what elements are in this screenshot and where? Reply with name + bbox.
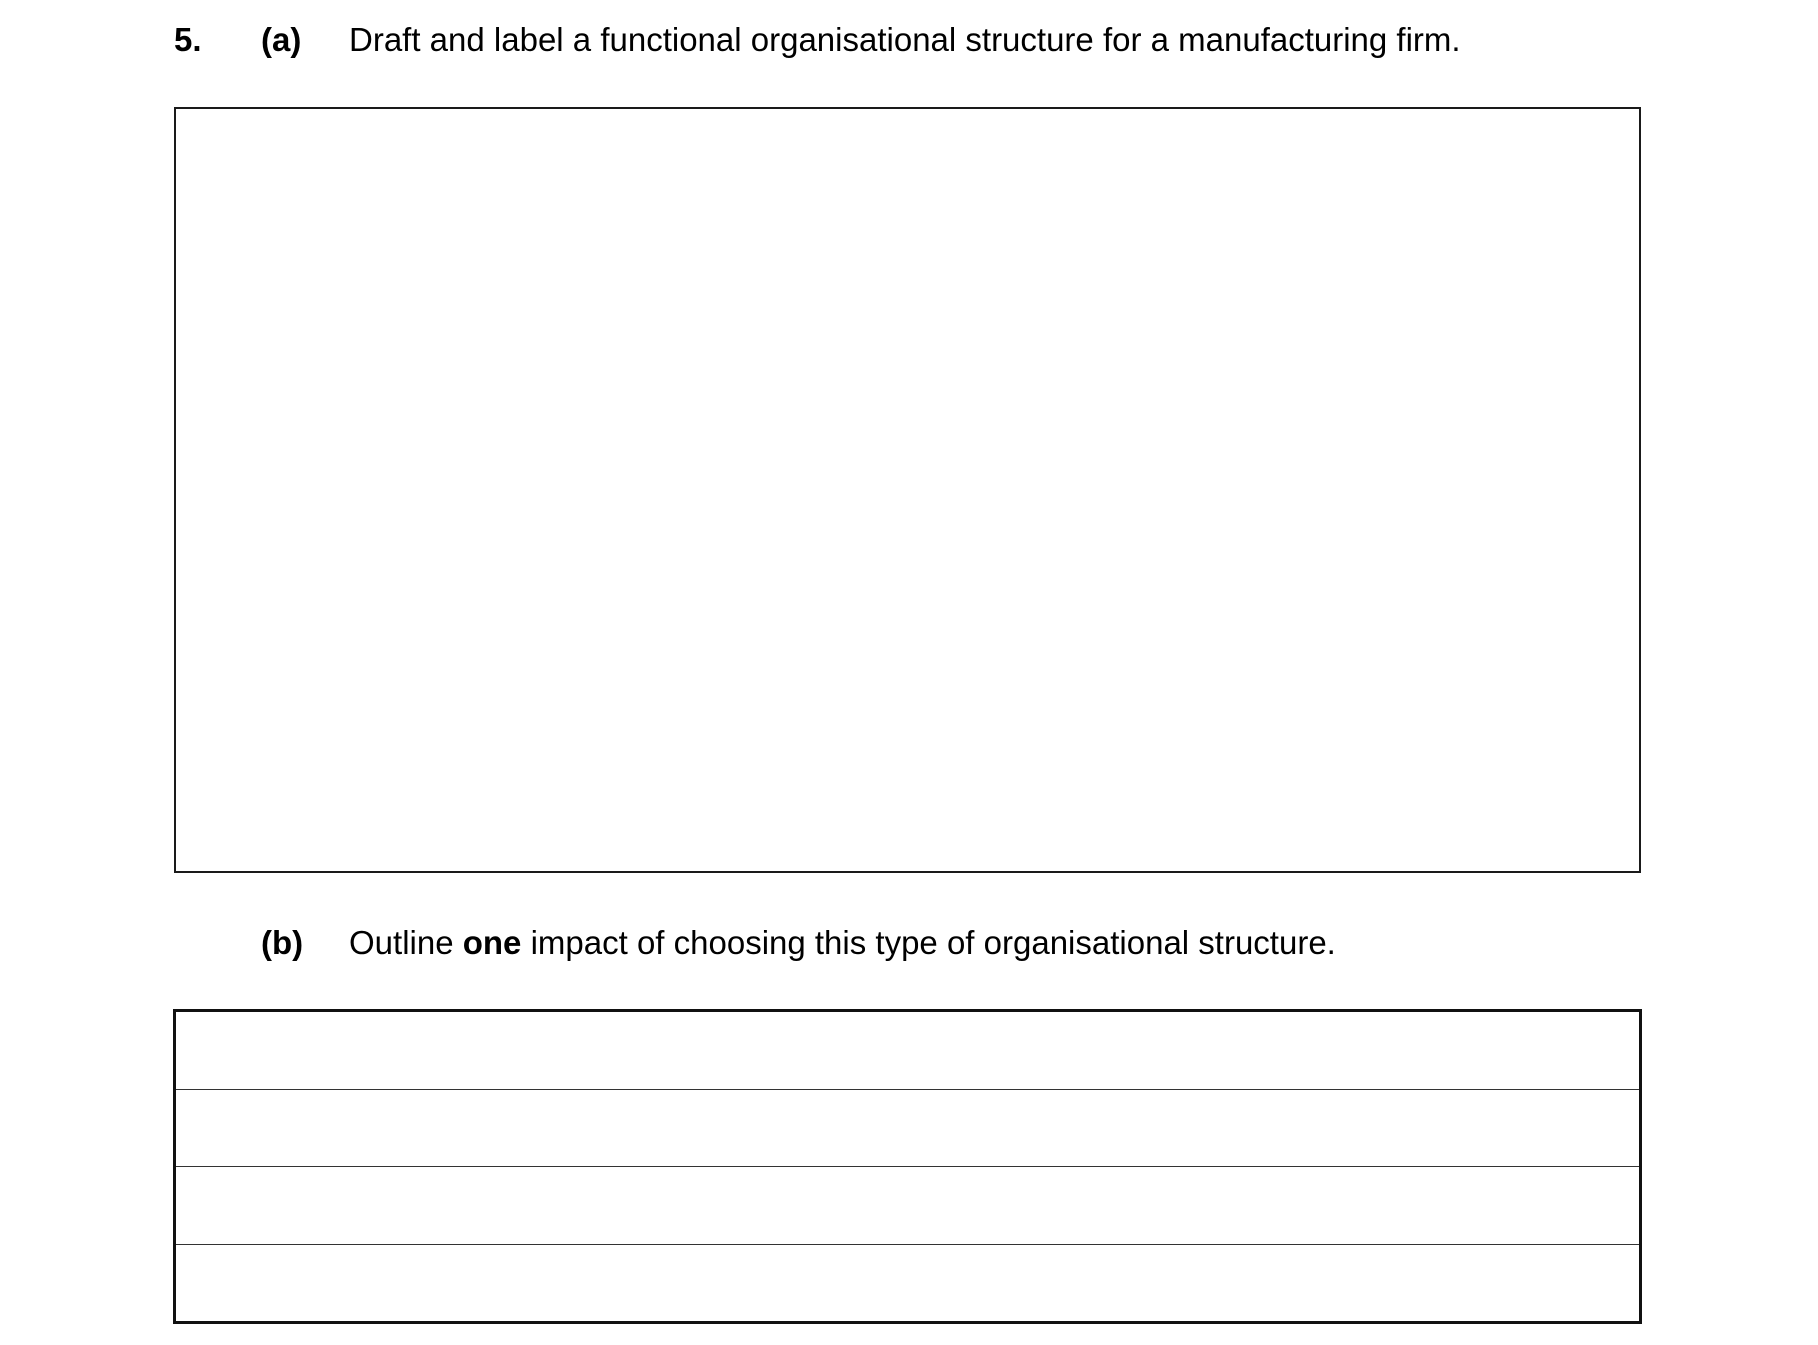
- part-b-text-after: impact of choosing this type of organisational structure.: [521, 924, 1336, 961]
- question-5a-line: [0, 20, 1818, 60]
- answer-line-4[interactable]: [176, 1245, 1639, 1322]
- answer-line-3[interactable]: [176, 1167, 1639, 1245]
- part-b-emphasis: one: [462, 924, 522, 961]
- part-a-prompt: Draft and label a functional organisational structure for a manufacturing firm.: [349, 21, 1461, 58]
- question-number: 5.: [174, 21, 202, 58]
- part-b-text-before: Outline: [349, 924, 463, 961]
- diagram-answer-area[interactable]: [174, 107, 1641, 873]
- question-5b-line: [0, 923, 1818, 963]
- answer-line-2[interactable]: [176, 1090, 1639, 1168]
- part-a-label: (a): [261, 21, 302, 58]
- part-b-label: (b): [261, 924, 304, 961]
- part-b-prompt: [349, 923, 1336, 963]
- answer-line-1[interactable]: [176, 1012, 1639, 1090]
- written-answer-area: [173, 1009, 1642, 1324]
